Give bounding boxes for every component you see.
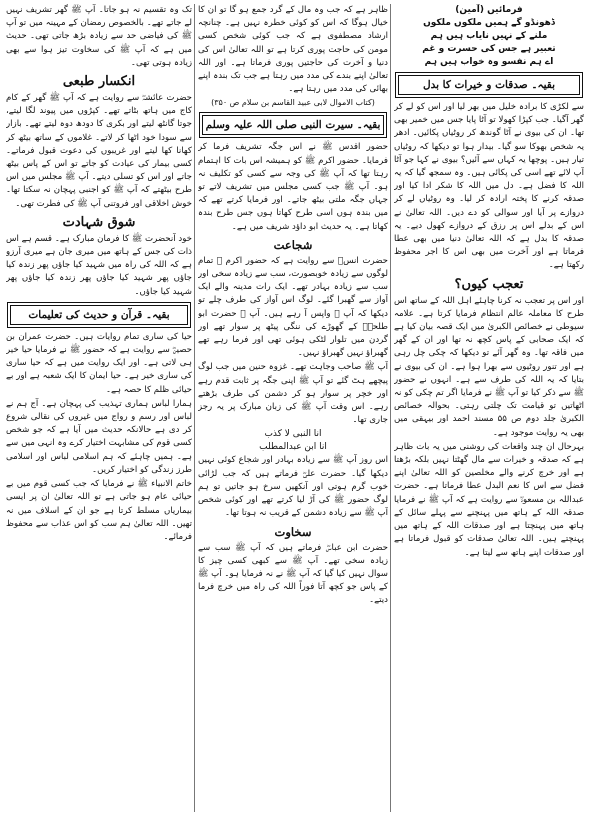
section-heading-box: بقیہ۔ سیرت النبی صلی اللہ علیہ وسلم <box>202 115 384 135</box>
poem-line: تعبیر ہے جس کی حسرت و غم <box>422 44 556 54</box>
article-paragraph: حضرت ابن عباسؓ فرماتے ہیں کہ آپ ﷺ سب سے زیادہ سخی تھے۔ آپ ﷺ سے کبھی کسی چیز کا سوال نہیں کیا گیا کہ آپ ﷺ نے نہ فرمایا ہو۔ آپ ﷺ کے پاس جو کچھ آتا فوراً اللہ کی راہ میں خرچ فرما دیتے۔ <box>198 542 388 606</box>
article-paragraph: حیا کی ساری تمام روایات ہیں۔ حضرت عمران بن حصینؓ سے روایت ہے کہ حضور ﷺ نے فرمایا حیا خیر ہی لاتی ہے۔ اور ایک روایت میں ہے کہ حیا ساری کی ساری خیر ہے۔ حیا ایمان کا ایک شعبہ ہے اور بے حیائی ظلم کا حصہ ہے۔ <box>6 331 192 395</box>
article-paragraph: حضور اقدس ﷺ نے اس جگہ تشریف فرما کر فرمایا۔ حضور اکرم ﷺ کو ہمیشہ اس بات کا اہتمام رہتا تھا کہ آپ ﷺ کی وجہ سے کسی کو تکلیف نہ ہو۔ آپ ﷺ جب کسی مجلس میں تشریف لاتے تو جہاں جگہ ملتی بیٹھ جاتے۔ اور فرمایا کرتے تھے کہ میں بندہ ہوں اسی طرح کھاتا ہوں جس طرح بندہ کھاتا ہے۔ یہ حدیث ابو داؤد شریف میں ہے۔ <box>198 142 388 232</box>
article-paragraph: بہرحال ان چند واقعات کی روشنی میں یہ بات ظاہر ہے کہ صدقہ و خیرات سے مال گھٹتا نہیں بلکہ بڑھتا ہے اور خرچ کرنے والے مخلصین کو اللہ تعالیٰ اپنے فضل سے اس کا نعم البدل عطا فرماتا ہے۔ حضرت عبداللہ بن مسعودؓ سے روایت ہے کہ آپ ﷺ نے فرمایا صدقہ اللہ کے ہاتھ میں پہنچنے سے پہلے سائل کے ہاتھ میں پہنچتا ہے اور صدقات اللہ کے ہاتھ میں پہنچتے ہیں۔ اللہ تعالیٰ صدقات کو قبول فرماتا ہے اور صدقات اپنے ہاتھ سے لیتا ہے۔ <box>394 441 584 558</box>
article-paragraph: حضرت انسؓ سے روایت ہے کہ حضور اکرم ﷺ تمام لوگوں سے زیادہ خوبصورت، سب سے زیادہ سخی اور سب سے زیادہ بہادر تھے۔ ایک رات مدینہ والے ایک آواز سے گھبرا گئے۔ لوگ اس آواز کی طرف چلے تو دیکھا کہ آپ ﷺ واپس آ رہے ہیں۔ آپ ﷺ حضرت ابو طلحہؓ کے گھوڑے کی ننگی پیٹھ پر سوار تھے اور گردن میں تلوار لٹکی ہوئی تھی اور فرما رہے تھے گھبراؤ نہیں گھبراؤ نہیں۔ <box>198 255 388 359</box>
column-divider <box>194 4 195 812</box>
article-paragraph: ہمارا لباس ہماری تہذیب کی پہچان ہے۔ آج ہم نے لباس اور رسم و رواج میں غیروں کی نقالی شروع کر دی ہے حالانکہ حدیث میں آیا ہے کہ جو شخص کسی قوم کی مشابہت اختیار کرے وہ انہی میں سے ہے۔ ہمیں چاہئے کہ ہم اسلامی لباس اور اسلامی طرز زندگی کو اختیار کریں۔ <box>6 398 192 475</box>
poem-line: فرمائیں (آمین) <box>455 5 523 15</box>
column-divider <box>390 4 391 812</box>
article-paragraph: اس روز آپ ﷺ سے زیادہ بہادر اور شجاع کوئی نہیں دیکھا گیا۔ حضرت علیؓ فرماتے ہیں کہ جب لڑائی خوب گرم ہوتی اور آنکھیں سرخ ہو جاتیں تو ہم لوگ حضور ﷺ کی آڑ لیا کرتے تھے اور کوئی شخص آپ ﷺ سے زیادہ دشمن کے قریب نہ ہوتا تھا۔ <box>198 455 388 519</box>
article-paragraph: خود آنحضرت ﷺ کا فرمان مبارک ہے۔ قسم ہے اس ذات کی جس کے ہاتھ میں میری جان ہے میری آرزو ہے کہ اللہ کی راہ میں شہید کیا جاؤں پھر زندہ کیا جاؤں پھر شہید کیا جاؤں پھر زندہ کیا جاؤں پھر شہید کیا جاؤں۔ <box>6 233 192 297</box>
section-heading-box: بقیہ۔ صدقات و خیرات کا بدل <box>398 75 580 95</box>
article-paragraph: تک وہ تقسیم نہ ہو جاتا۔ آپ ﷺ گھر تشریف نہیں لے جاتے تھے۔ بالخصوص رمضان کے مہینہ میں تو آپ ﷺ کی فیاضی حد سے زیادہ بڑھ جاتی تھی۔ حدیث میں ہے کہ آپ ﷺ کی سخاوت تیز ہوا سے بھی زیادہ ہوتی تھی۔ <box>6 5 192 68</box>
poem-line: ڈھونڈو گے ہمیں ملکوں ملکوں <box>423 18 555 28</box>
article-paragraph: حضرت عائشہؓ سے روایت ہے کہ آپ ﷺ گھر کے کام کاج میں ہاتھ بٹاتے تھے۔ کپڑوں میں پیوند لگا لیتے، جوتا گانٹھ لیتے اور بکری کا دودھ دوہ لیتے تھے۔ بازار سے سودا خود اٹھا کر لاتے۔ غلاموں کے ساتھ بیٹھ کر کھانا کھا لیتے اور غریبوں کی دعوت قبول فرماتے۔ کسی بیمار کی عیادت کو جاتے تو اس کے پاس بیٹھ جاتے اور اس کو تسلی دیتے۔ آپ ﷺ مجلس میں اس طرح بیٹھتے کہ آپ ﷺ کو اجنبی پہچان نہ سکتا تھا۔ خوش اخلاقی اور فروتنی آپ ﷺ کی فطرت تھی۔ <box>6 93 192 209</box>
article-paragraph: آپ ﷺ صاحب وجاہت تھے۔ غزوہ حنین میں جب لوگ پیچھے ہٹ گئے تو آپ ﷺ اپنی جگہ پر ثابت قدم رہے اور خچر پر سوار ہو کر دشمن کی طرف بڑھتے رہے۔ اس وقت آپ ﷺ کی زبان مبارک پر یہ رجز جاری تھا۔ <box>198 362 388 426</box>
poem-line: اے ہم نفسو وہ خواب ہیں ہم <box>424 57 554 67</box>
column-right <box>394 4 584 812</box>
column-middle <box>198 4 388 812</box>
newspaper-page <box>6 4 584 812</box>
verse-line: انا النبی لا کذب <box>264 429 322 440</box>
poem-line: ملنے کے نہیں نایاب ہیں ہم <box>430 31 548 41</box>
section-heading: انکسار طبعی <box>62 74 136 90</box>
article-paragraph: ظاہر ہے کہ جب وہ مال کے گرد جمع ہو گا تو ان کا خیال ہوگا کہ اس کو کوئی خطرہ نہیں ہے۔ چنانچہ ارشاد مصطفوی ہے کہ جب کوئی شخص کسی مومن کی حاجت پوری کرتا ہے تو اللہ تعالیٰ اس کی دنیا و آخرت کی حاجتیں پوری فرماتا ہے۔ اور اللہ تعالیٰ اپنے بندے کی مدد میں رہتا ہے جب تک بندہ اپنے بھائی کی مدد میں رہتا ہے۔ <box>198 5 388 95</box>
source-citation: (کتاب الاموال لابی عبید القاسم بن سلام ص ۳۵۰) <box>211 98 375 108</box>
article-paragraph: سے لکڑی کا برادہ خلیل میں بھر لیا اور اس کو لے کر گھر آگیا۔ جب کپڑا کھولا تو آٹا پایا جس میں خمیر بھی تھا۔ ان کی بیوی نے آٹا گوندھ کر روٹیاں پکائیں۔ ادھر یہ شخص بھوکا سو گیا۔ بیدار ہوا تو دیکھا کہ روٹیاں تیار ہیں۔ پوچھا یہ کہاں سے آئیں؟ بیوی نے کہا جو آٹا آپ لائے تھے اسی کی پکائی ہیں۔ وہ سمجھ گیا کہ یہ اللہ کا فضل ہے۔ دل میں اللہ کا شکر ادا کیا اور صدقہ کرنے کا پختہ ارادہ کر لیا۔ وہ روٹیاں لے کر دروازے پر آیا اور سوالی کو دے دیں۔ اللہ تعالیٰ نے اس کے بدلے اس پر رزق کے دروازے کھول دیے۔ یہ صدقہ کا بدل ہے کہ اللہ تعالیٰ دنیا میں بھی عطا فرماتا ہے اور آخرت میں بھی اس کا اجر محفوظ رکھتا ہے۔ <box>394 102 584 271</box>
section-heading: شوق شہادت <box>62 214 136 230</box>
section-heading: تعجب کیوں؟ <box>454 276 524 292</box>
section-heading: سخاوت <box>274 524 312 539</box>
article-paragraph: اور اس پر تعجب نہ کرنا چاہئے اہل اللہ کے ساتھ اس طرح کا معاملہ عالم انتظام فرمایا کرتا ہے۔ علامہ سیوطی نے خصائص الکبریٰ میں ایک قصہ بیان کیا ہے کہ ایک صحابی کے پاس کچھ نہ تھا اور ان کے گھر میں فاقہ تھا۔ وہ گھر آئے تو دیکھا کہ چکی چل رہی ہے اور تنور روٹیوں سے بھرا ہوا ہے۔ ان کی بیوی نے بتایا کہ یہ اللہ کی طرف سے ہے۔ انہوں نے حضور ﷺ سے ذکر کیا تو آپ ﷺ نے فرمایا اگر تم چکی کو نہ اٹھاتیں تو قیامت تک چلتی رہتی۔ بحوالہ خصائص الکبریٰ جلد دوم ص ۵۵ مسند احمد اور بیہقی میں بھی یہ روایت موجود ہے۔ <box>394 295 584 438</box>
section-heading: شجاعت <box>273 237 313 252</box>
section-heading-box: بقیہ۔ قرآن و حدیث کی تعلیمات <box>10 305 188 325</box>
column-left <box>6 4 192 812</box>
article-paragraph: خاتم الانبیاء ﷺ نے فرمایا کہ جب کسی قوم میں بے حیائی عام ہو جاتی ہے تو اللہ تعالیٰ ان پر ایسی بیماریاں مسلط کرتا ہے جو ان کے اسلاف میں نہ تھیں۔ اللہ تعالیٰ ہم سب کو اس عذاب سے محفوظ فرمائے۔ <box>6 479 192 542</box>
verse-line: انا ابن عبدالمطلب <box>259 442 327 453</box>
